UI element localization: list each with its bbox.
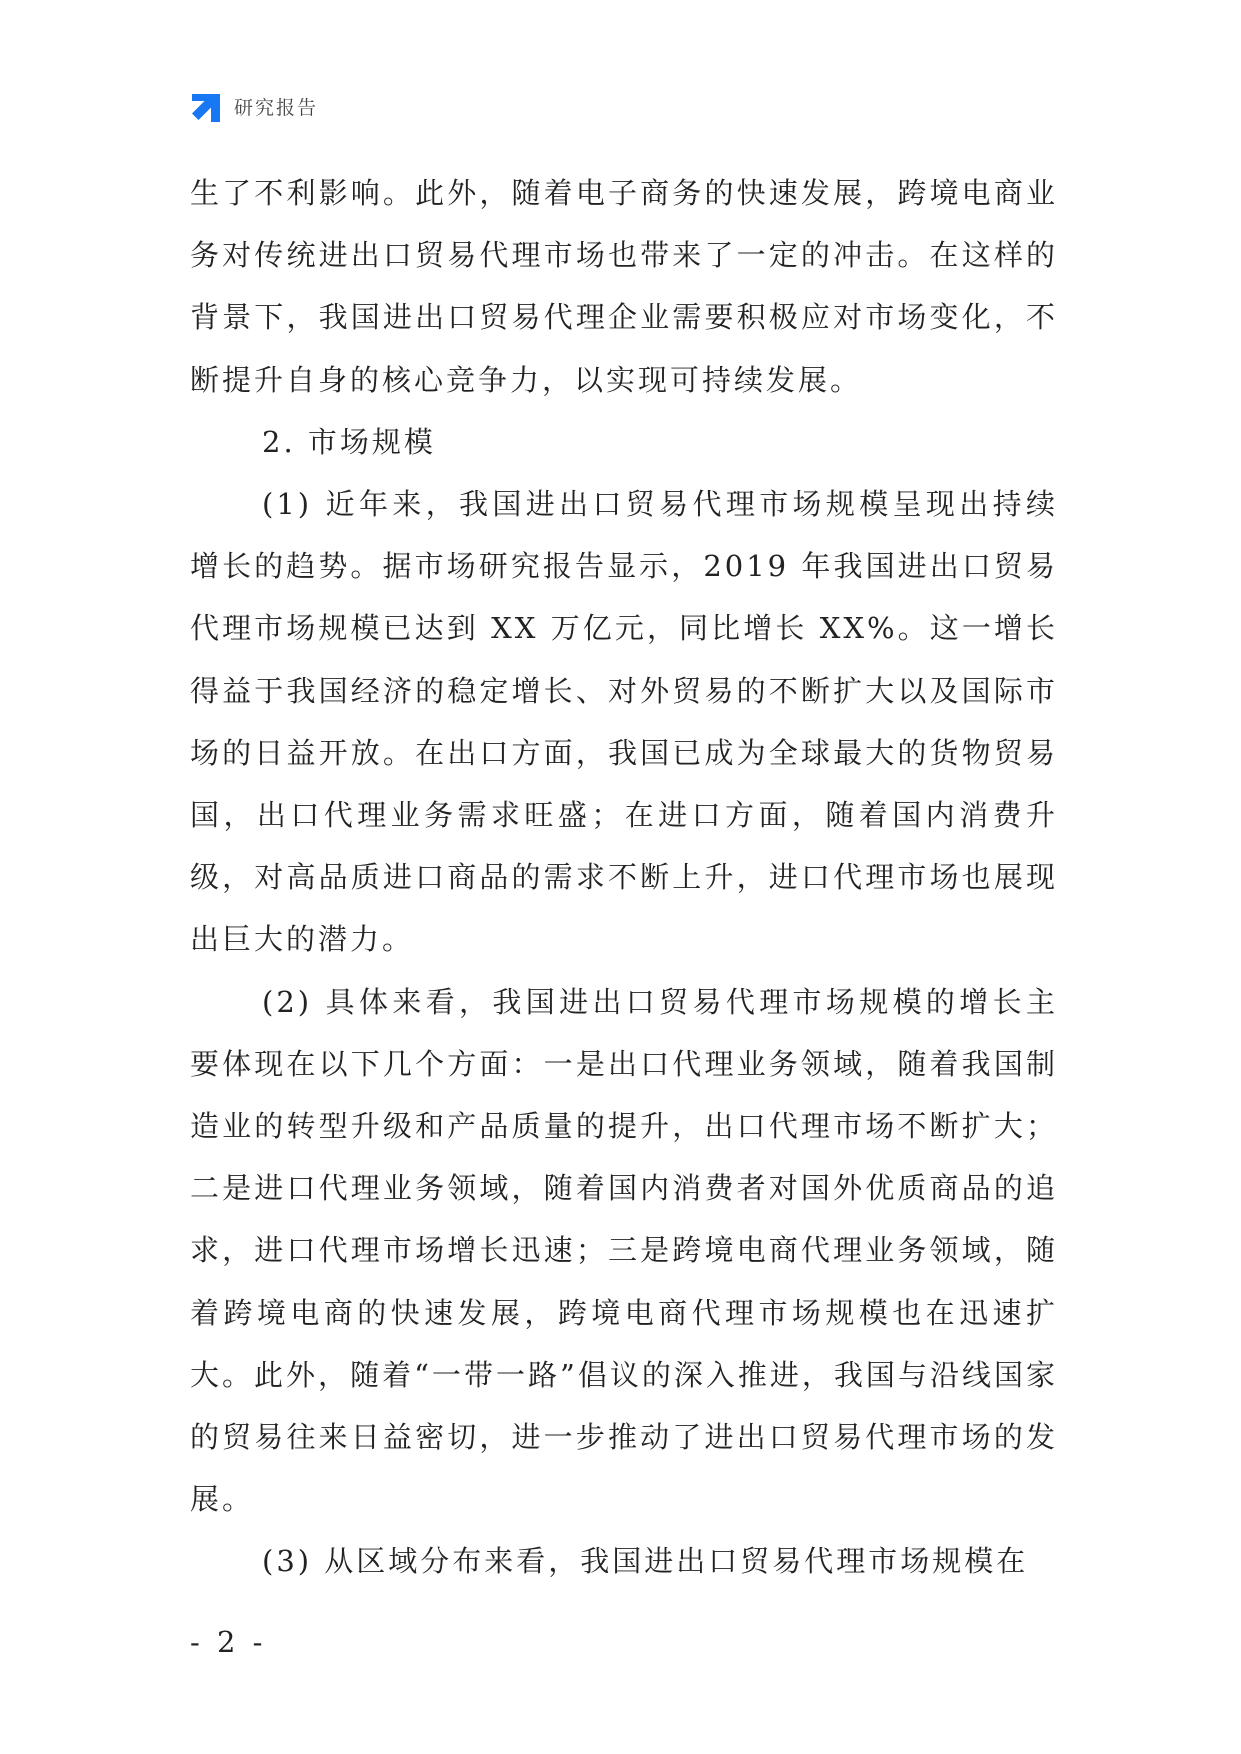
page-number: - 2 -: [190, 1625, 267, 1659]
page-header: [190, 88, 318, 124]
paragraph-1: (1) 近年来，我国进出口贸易代理市场规模呈现出持续增长的趋势。据市场研究报告显示，2019 年我国进出口贸易代理市场规模已达到 XX 万亿元，同比增长 XX%。这一增长得益于我国经济的稳定增长、对外贸易的不断扩大以及国际市场的日益开放。在出口方面，我国已成为全球最大的货物贸易国，出口代理业务需求旺盛；在进口方面，随着国内消费升级，对高品质进口商品的需求不断上升，进口代理市场也展现出巨大的潜力。: [190, 487, 1058, 957]
paragraph-continuation: 生了不利影响。此外，随着电子商务的快速发展，跨境电商业务对传统进出口贸易代理市场也带来了一定的冲击。在这样的背景下，我国进出口贸易代理企业需要积极应对市场变化，不断提升自身的核心竞争力，以实现可持续发展。: [190, 176, 1058, 397]
paragraph-2: (2) 具体来看，我国进出口贸易代理市场规模的增长主要体现在以下几个方面：一是出口代理业务领域，随着我国制造业的转型升级和产品质量的提升，出口代理市场不断扩大；二是进口代理业务领域，随着国内消费者对国外优质商品的追求，进口代理市场增长迅速；三是跨境电商代理业务领域，随着跨境电商的快速发展，跨境电商代理市场规模也在迅速扩大。此外，随着“一带一路”倡议的深入推进，我国与沿线国家的贸易往来日益密切，进一步推动了进出口贸易代理市场的发展。: [190, 984, 1058, 1517]
document-body: [190, 162, 1058, 1593]
section-heading-market-size: 2. 市场规模: [262, 424, 436, 459]
paragraph-3: (3) 从区域分布来看，我国进出口贸易代理市场规模在: [262, 1544, 1029, 1579]
arrow-logo-icon: [190, 90, 222, 122]
header-title: 研究报告: [234, 96, 319, 119]
